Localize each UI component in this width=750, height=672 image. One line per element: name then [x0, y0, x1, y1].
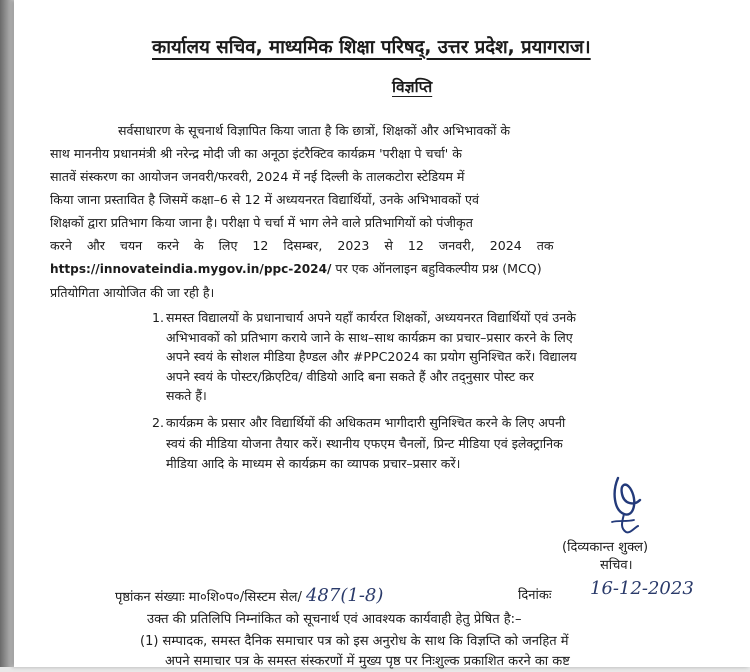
- instruction-number: 2.: [152, 415, 165, 430]
- instruction-line: अभिभावकों को प्रतिभाग कराये जाने के साथ–साथ कार्यक्रम का प्रचार–प्रसार करने के लिए: [166, 329, 573, 345]
- intro-line: साथ माननीय प्रधानमंत्री श्री नरेन्द्र मोदी जी का अनूठा इंटरैक्टिव कार्यक्रम 'परीक्षा पे चर्चा' के: [50, 146, 462, 161]
- intro-line: प्रतियोगिता आयोजित की जा रही है।: [50, 285, 215, 300]
- instruction-line: अपने स्वयं के पोस्टर/क्रिएटिव/ वीडियो आदि बना सकते हैं और तद्नुसार पोस्ट कर: [166, 368, 534, 384]
- instruction-item-1: [152, 308, 577, 406]
- instruction-number: 1.: [152, 310, 165, 325]
- intro-line: शिक्षकों द्वारा प्रतिभाग किया जाना है। परीक्षा पे चर्चा में भाग लेने वाले प्रतिभागियों को पंजीकृत: [50, 215, 473, 230]
- reference-number: 487(1-8): [305, 585, 384, 606]
- date-value: 16-12-2023: [590, 578, 694, 599]
- registration-url[interactable]: https://innovateindia.mygov.in/ppc-2024/: [50, 262, 332, 276]
- date-label: दिनांकः: [518, 588, 552, 603]
- instruction-line: सकते हैं।: [166, 388, 207, 404]
- intro-url-suffix: पर एक ऑनलाइन बहुविकल्पीय प्रश्न (MCQ): [331, 261, 542, 276]
- copy-to-intro: उक्त की प्रतिलिपि निम्नांकित को सूचनार्थ एवं आवश्यक कार्यवाही हेतु प्रेषित है:–: [147, 612, 522, 627]
- notice-title: विज्ञप्ति: [392, 78, 433, 96]
- instruction-line: कार्यक्रम के प्रसार और विद्यार्थियों की अधिकतम भागीदारी सुनिश्चित करने के लिए अपनी: [166, 415, 566, 430]
- intro-line: सातवें संस्करण का आयोजन जनवरी/फरवरी, 2024 में नई दिल्ली के तालकटोरा स्टेडियम में: [50, 169, 465, 184]
- copy-to-line: (1) सम्पादक, समस्त दैनिक समाचार पत्र को इस अनुरोध के साथ कि विज्ञप्ति को जनहित में: [140, 634, 569, 649]
- instruction-line: स्वयं की मीडिया योजना तैयार करें। स्थानीय एफएम चैनलों, प्रिन्ट मीडिया एवं इलेक्ट्रानिक: [166, 435, 563, 451]
- intro-line: किया जाना प्रस्तावित है जिसमें कक्षा–6 से 12 में अध्ययनरत विद्यार्थियों, उनके अभिभावकों एवं: [50, 192, 479, 207]
- scanner-shadow-edge: [0, 0, 14, 667]
- document-page: [14, 0, 750, 667]
- intro-line: सर्वसाधारण के सूचनार्थ विज्ञापित किया जाता है कि छात्रों, शिक्षकों और अभिभावकों के: [118, 123, 511, 138]
- signatory-name: (दिव्यकान्त शुक्ल): [562, 540, 649, 555]
- instruction-line: समस्त विद्यालयों के प्रधानाचार्य अपने यहाँ कार्यरत शिक्षकों, अध्ययनरत विद्यार्थियों एवं उनके: [166, 310, 576, 325]
- copy-to-line: अपने समाचार पत्र के समस्त संस्करणों में मुख्य पृष्ठ पर निःशुल्क प्रकाशित करने का कष्ट: [165, 654, 570, 669]
- office-title: कार्यालय सचिव, माध्यमिक शिक्षा परिषद्, उत्तर प्रदेश, प्रयागराज।: [152, 37, 591, 58]
- intro-line: करने और चयन करने के लिए 12 दिसम्बर, 2023 से 12 जनवरी, 2024 तक: [50, 238, 554, 253]
- intro-url-line: [50, 257, 554, 281]
- signatory-designation: सचिव।: [600, 558, 633, 573]
- handwritten-signature: [604, 470, 652, 540]
- copy-to-list: [140, 632, 570, 672]
- instruction-line: अपने स्वयं के सोशल मीडिया हैण्डल और #PPC2024 का प्रयोग सुनिश्चित करें। विद्यालय: [166, 349, 577, 365]
- instruction-item-2: [152, 413, 566, 475]
- reference-number-row: [115, 585, 383, 606]
- instruction-line: मीडिया आदि के माध्यम से कार्यक्रम का व्यापक प्रचार–प्रसार करें।: [166, 456, 461, 471]
- intro-paragraph: [50, 119, 554, 304]
- reference-label: पृष्ठांकन संख्याः मा०शि०प०/सिस्टम सेल/: [115, 590, 302, 605]
